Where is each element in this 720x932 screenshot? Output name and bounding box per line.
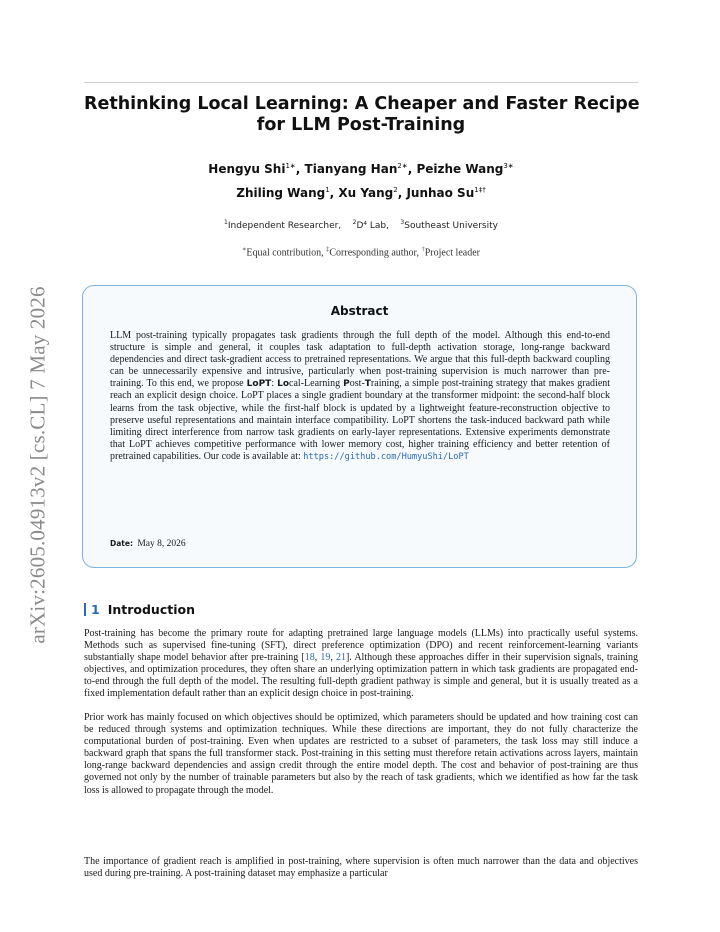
author-name: Xu Yang bbox=[338, 186, 394, 200]
author-sup: 1 bbox=[325, 186, 330, 194]
author-sup: 2∗ bbox=[397, 162, 408, 170]
affil-name: Southeast University bbox=[404, 221, 498, 231]
author-sup: 1∗ bbox=[285, 162, 296, 170]
contrib-sup: † bbox=[421, 246, 425, 253]
paragraph-text: , bbox=[314, 652, 321, 664]
citation-link[interactable]: 19 bbox=[320, 652, 331, 664]
affiliations bbox=[84, 219, 638, 231]
abstract-part: : bbox=[271, 378, 275, 390]
abstract-part: ost- bbox=[349, 378, 365, 390]
contribution-notes bbox=[84, 245, 638, 258]
paper-title bbox=[84, 94, 638, 136]
citation-link[interactable]: 21 bbox=[335, 652, 346, 664]
citation-link[interactable]: 18 bbox=[304, 652, 315, 664]
paragraph-text: Post-training has become the primary route for adapting pretrained large language models (LLMs) into practically useful systems. Methods such as supervised fine-tuning (SFT), direct preference optimization (DPO) and recent reinforcement-learning variants substantially shape model behavior after pre-training [ bbox=[84, 628, 638, 664]
contrib-sup: ∗ bbox=[242, 246, 247, 253]
date-line bbox=[110, 539, 186, 549]
affil-sup: 2 bbox=[352, 219, 357, 226]
abstract-box bbox=[82, 285, 637, 568]
contrib-text: Project leader bbox=[424, 247, 480, 259]
abstract-part: raining bbox=[370, 378, 400, 390]
acronym-letter: P bbox=[343, 379, 350, 390]
date-label: Date: bbox=[110, 539, 133, 548]
abstract-text bbox=[110, 330, 610, 463]
intro-paragraph-1 bbox=[84, 628, 638, 701]
date-value: May 8, 2026 bbox=[137, 539, 186, 549]
intro-paragraph-3: The importance of gradient reach is amplified in post-training, where supervision is often much narrower than the data and objectives used during pre-training. A post-training dataset may emphasize a particular bbox=[84, 856, 638, 880]
author-line-2: Zhiling Wang$^1$, Xu Yang$^2$, Junhao $Su^{1\ddagger\dagger}$ bbox=[236, 186, 486, 200]
method-name: LoPT bbox=[246, 379, 272, 390]
title-line-2: for LLM Post-Training bbox=[256, 115, 466, 135]
header-rule bbox=[84, 82, 638, 83]
affil-sup: 3 bbox=[400, 219, 405, 226]
affil-sup: 1 bbox=[224, 219, 228, 226]
section-heading-introduction bbox=[84, 602, 195, 617]
section-number: 1 bbox=[91, 602, 100, 617]
author-name: Peizhe Wang bbox=[416, 162, 504, 176]
author-sup: 3∗ bbox=[503, 162, 514, 170]
author-sup: 1‡† bbox=[474, 186, 486, 194]
paragraph-text: ]. Although these approaches differ in their supervision signals, training objectives, and optimization procedures, they often share an underlying optimization pattern in which task gradients are propagated end-to-end through the full depth of the model. The resulting full-depth gradient pathway is simple and general, but it is usually treated as a fixed implementation default rather than an explicit design choice in post-training. bbox=[84, 652, 639, 700]
title-line-1: Rethinking Local Learning: A Cheaper and Faster Recipe bbox=[84, 94, 640, 114]
author-name: Hengyu Shi bbox=[208, 162, 286, 176]
author-list bbox=[84, 156, 638, 204]
author-line-1: Hengyu Shi$^{1∗}$, Tianyang Han$^{2∗}$, Peizhe Wang$^{3∗}$ bbox=[208, 162, 514, 176]
section-title: Introduction bbox=[107, 602, 195, 617]
author-name: Zhiling Wang bbox=[236, 186, 326, 200]
author-name: Tianyang Han bbox=[304, 162, 398, 176]
affil-name: D⁴ Lab, bbox=[356, 221, 389, 231]
abstract-part: cal-Learning bbox=[289, 378, 341, 390]
code-repo-link[interactable]: https://github.com/HumyuShi/LoPT bbox=[303, 451, 469, 462]
section-accent-bar bbox=[84, 603, 86, 616]
abstract-heading: Abstract bbox=[330, 304, 389, 318]
author-name: Junhao Su bbox=[406, 186, 475, 200]
acronym-letter: T bbox=[364, 379, 371, 390]
abstract-part: , a simple post-training strategy that makes gradient reach an explicit design choice. LoPT places a single gradient boundary at the transformer midpoint: the second-half block learns from the task objective, while the first-half block is updated by a lightweight feature-reconstruction objective to preserve useful representations and maintain interface compatibility. LoPT shortens the task-induced backward path while limiting direct interference from narrow task gradients on early-layer representations. Extensive experiments demonstrate that LoPT achieves competitive performance with lower memory cost, higher training efficiency and better retention of pretrained capabilities. Our code is available at: bbox=[110, 378, 611, 462]
arxiv-identifier-stamp: arXiv:2605.04913v2 [cs.CL] 7 May 2026 bbox=[25, 286, 50, 644]
abstract-part: LLM post-training typically propagates task gradients through the full depth of the model. Although this end-to-end structure is simple and general, it couples task adaptation to full-depth activation storage, long-range backward dependencies and direct task-gradient access to pretrained representations. We argue that this full-depth backward coupling can be unnecessarily expensive and intrusive, particularly when post-training supervision is much narrower than pre-training. To this end, we propose bbox=[110, 330, 610, 390]
contrib-text: Equal contribution, bbox=[246, 247, 324, 259]
contrib-text: Corresponding author, bbox=[329, 247, 419, 259]
author-sup: 2 bbox=[393, 186, 398, 194]
affil-name: Independent Researcher, bbox=[227, 221, 342, 231]
paragraph-text: , bbox=[330, 652, 336, 664]
acronym-letters: Lo bbox=[277, 379, 290, 390]
contrib-sup: ‡ bbox=[326, 246, 330, 253]
intro-paragraph-2: Prior work has mainly focused on which objectives should be optimized, which parameters should be updated and how training cost can be reduced through systems and optimization techniques. While these directions are important, they do not fully characterize the computational burden of post-training. Even when updates are restricted to a subset of parameters, the task loss may still induce a backward graph that spans the full transformer stack. Post-training in this setting must therefore retain activations across layers, maintain long-range backward dependencies and assign credit through the entire model depth. The cost and behavior of post-training are thus governed not only by the number of trainable parameters but also by the reach of task gradients, which we identified as how far the task loss is allowed to propagate through the model. bbox=[84, 712, 638, 796]
